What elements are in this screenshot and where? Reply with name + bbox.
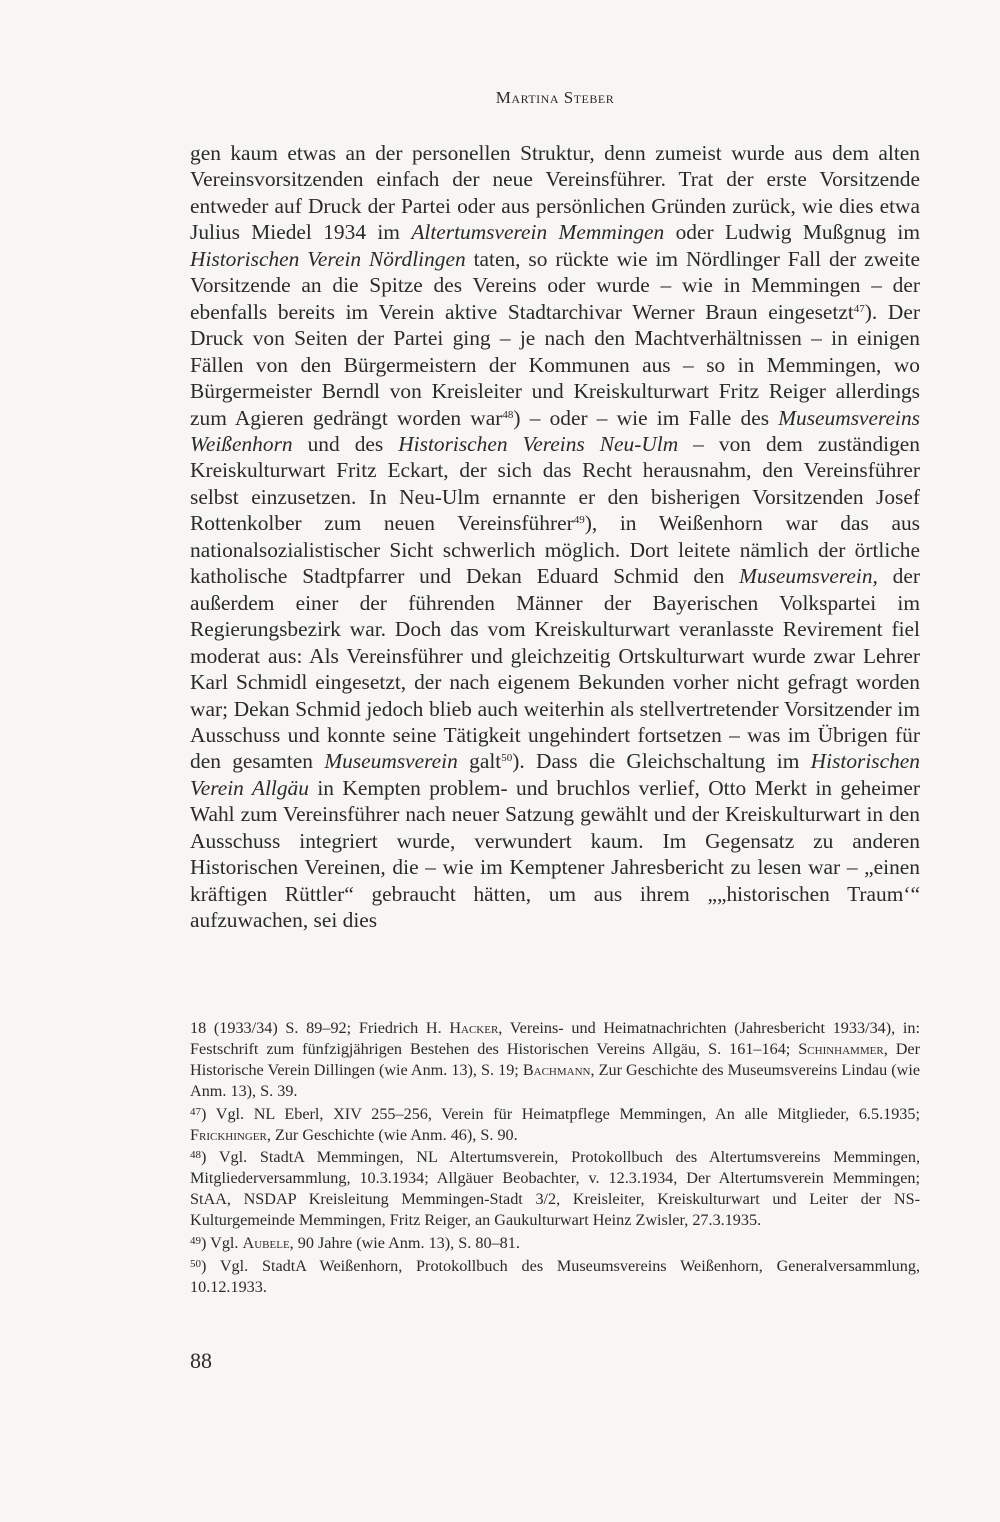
author-name: Hacker (449, 1019, 499, 1037)
footnote-text: , Der Historische Verein Dillingen (wie Anm. 13), S. 19; (190, 1039, 920, 1079)
text-run: – von dem zuständigen Kreiskulturwart Fritz Eckart, der sich das Recht herausnahm, den Vereinsführer selbst einzusetzen. In Neu-Ulm ernannte er den bisherigen Vorsitzenden Josef Rottenkolber zum neuen Vereinsführer (190, 431, 920, 536)
italic-term: Museumsverein, (739, 564, 878, 589)
text-run: taten, so rückte wie im Nördlinger Fall der zweite Vorsitzende an die Spitze des Vereins oder wurde – wie in Memmingen – der ebenfalls bereits im Verein aktive Stadtarchivar Werner Braun eingesetzt (190, 246, 920, 324)
footnote-ref-48[interactable]: 48 (502, 408, 514, 421)
main-paragraph (190, 140, 920, 934)
footnote-number: 47 (190, 1105, 201, 1118)
footnote-text: , 90 Jahre (wie Anm. 13), S. 80–81. (289, 1234, 520, 1253)
footnote-number: 48 (190, 1149, 201, 1162)
running-header (190, 88, 920, 108)
italic-term: Historischen Vereins Neu-Ulm (398, 431, 679, 456)
text-run: gen kaum etwas an der personellen Struktur, denn zumeist wurde aus dem alten Vereinsvorsitzenden einfach der neue Vereinsführer. Trat der erste Vorsitzende entweder auf Druck der Partei oder aus persönlichen Gründen zurück, wie dies etwa Julius Miedel 1934 im (190, 141, 920, 245)
footnote-ref-47[interactable]: 47 (853, 302, 865, 315)
text-run: ) – oder – wie im Falle des (513, 405, 779, 430)
text-run: ). Dass die Gleichschaltung im (512, 749, 811, 774)
author-name: Bachmann (522, 1060, 591, 1079)
footnote-48 (190, 1145, 920, 1231)
footnote-text: , Zur Geschichte (wie Anm. 46), S. 90. (266, 1125, 518, 1144)
footnote-47 (190, 1102, 920, 1146)
footnote-46-continuation (190, 1018, 920, 1102)
italic-term: Museumsvereins Weißenhorn (190, 405, 920, 456)
footnote-ref-49[interactable]: 49 (573, 514, 585, 527)
text-run: galt (457, 749, 502, 774)
text-run: oder Ludwig Mußgnug im (664, 220, 920, 245)
author-last-name: Steber (563, 88, 615, 107)
footnote-number: 49 (190, 1235, 201, 1248)
author-name: Frickhinger (190, 1125, 267, 1144)
footnote-ref-50[interactable]: 50 (501, 752, 513, 765)
text-run: der außerdem einer der führenden Männer der Bayerischen Volkspartei im Regierungsbezirk war. Doch das vom Kreiskulturwart veranlasste Revirement fiel moderat aus: Als Vereinsführer und gleichzeitig Ortskulturwart wurde zwar Lehrer Karl Schmidl eingesetzt, der nach eigenem Bekunden vorher nicht gefragt worden war; Dekan Schmid jedoch blieb auch weiterhin als stellvertretender Vorsitzender im Ausschuss und konnte seine Tätigkeit ungehindert fortsetzen – was im Übrigen für den gesamten (190, 564, 920, 774)
text-run: in Kempten problem- und bruchlos verlief, Otto Merkt in geheimer Wahl zum Vereinsführer nach neuer Satzung gewählt und der Kreiskulturwart in den Ausschuss integriert wurde, verwundert kaum. Im Gegensatz zu anderen Historischen Vereinen, die – wie im Kemptener Jahresbericht zu lesen war – „einen kräftigen Rüttler“ gebraucht hätten, um aus ihrem „„historischen Traum‘“ aufzuwachen, sei dies (190, 775, 920, 933)
footnote-text: ) Vgl. StadtA Weißenhorn, Protokollbuch des Museumsvereins Weißenhorn, Generalversammlung, 10.12.1933. (190, 1256, 920, 1296)
author-name: Aubele (242, 1234, 290, 1253)
footnote-49 (190, 1231, 920, 1254)
text-run: ), in Weißenhorn war das aus nationalsozialistischer Sicht schwerlich möglich. Dort leitete nämlich der örtliche katholische Stadtpfarrer und Dekan Eduard Schmid den (190, 511, 921, 589)
footnote-text: ) Vgl. NL Eberl, XIV 255–256, Verein für Heimatpflege Memmingen, An alle Mitglieder, 6.5.1935; (201, 1104, 920, 1123)
author-name: Schinhammer (798, 1039, 884, 1058)
footnotes-section (190, 1018, 920, 1298)
footnote-text: 18 (1933/34) S. 89–92; Friedrich H. (190, 1019, 450, 1037)
footnote-text: , Vereins- und Heimatnachrichten (Jahresbericht 1933/34), in: Festschrift zum fünfzigjährigen Bestehen des Historischen Vereins Allgäu, S. 161–164; (190, 1019, 920, 1058)
italic-term: Historischen Verein Nördlingen (190, 246, 466, 271)
italic-term: Altertumsverein Memmingen (411, 220, 665, 245)
text-run: ). Der Druck von Seiten der Partei ging – je nach den Machtverhältnissen – in einigen Fällen von den Bürgermeistern der Kommunen aus – so in Memmingen, wo Bürgermeister Berndl von Kreisleiter und Kreiskulturwart Fritz Reiger allerdings zum Agieren gedrängt worden war (190, 299, 920, 430)
author-first-name: Martina (495, 88, 560, 107)
page-number: 88 (190, 1348, 212, 1373)
footnote-number: 50 (190, 1257, 201, 1270)
footnote-text: , Zur Geschichte des Museumsvereins Lindau (wie Anm. 13), S. 39. (190, 1060, 921, 1100)
text-run: und des (292, 431, 399, 456)
footnote-50 (190, 1254, 920, 1298)
footnote-text: ) Vgl. StadtA Memmingen, NL Altertumsverein, Protokollbuch des Altertumsvereins Memmingen, Mitgliederversammlung, 10.3.1934; Allgäuer Beobachter, v. 12.3.1934, Der Altertumsverein Memmingen; StAA, NSDAP Kreisleitung Memmingen-Stadt 3/2, Kreisleiter, Kreiskulturwart und Leiter der NS-Kulturgemeinde Memmingen, Fritz Reiger, an Gaukulturwart Heinz Zwisler, 27.3.1935. (190, 1148, 920, 1230)
footnote-text: ) Vgl. (201, 1234, 243, 1253)
italic-term: Historischen Verein Allgäu (190, 749, 920, 800)
italic-term: Museumsverein (324, 749, 458, 774)
